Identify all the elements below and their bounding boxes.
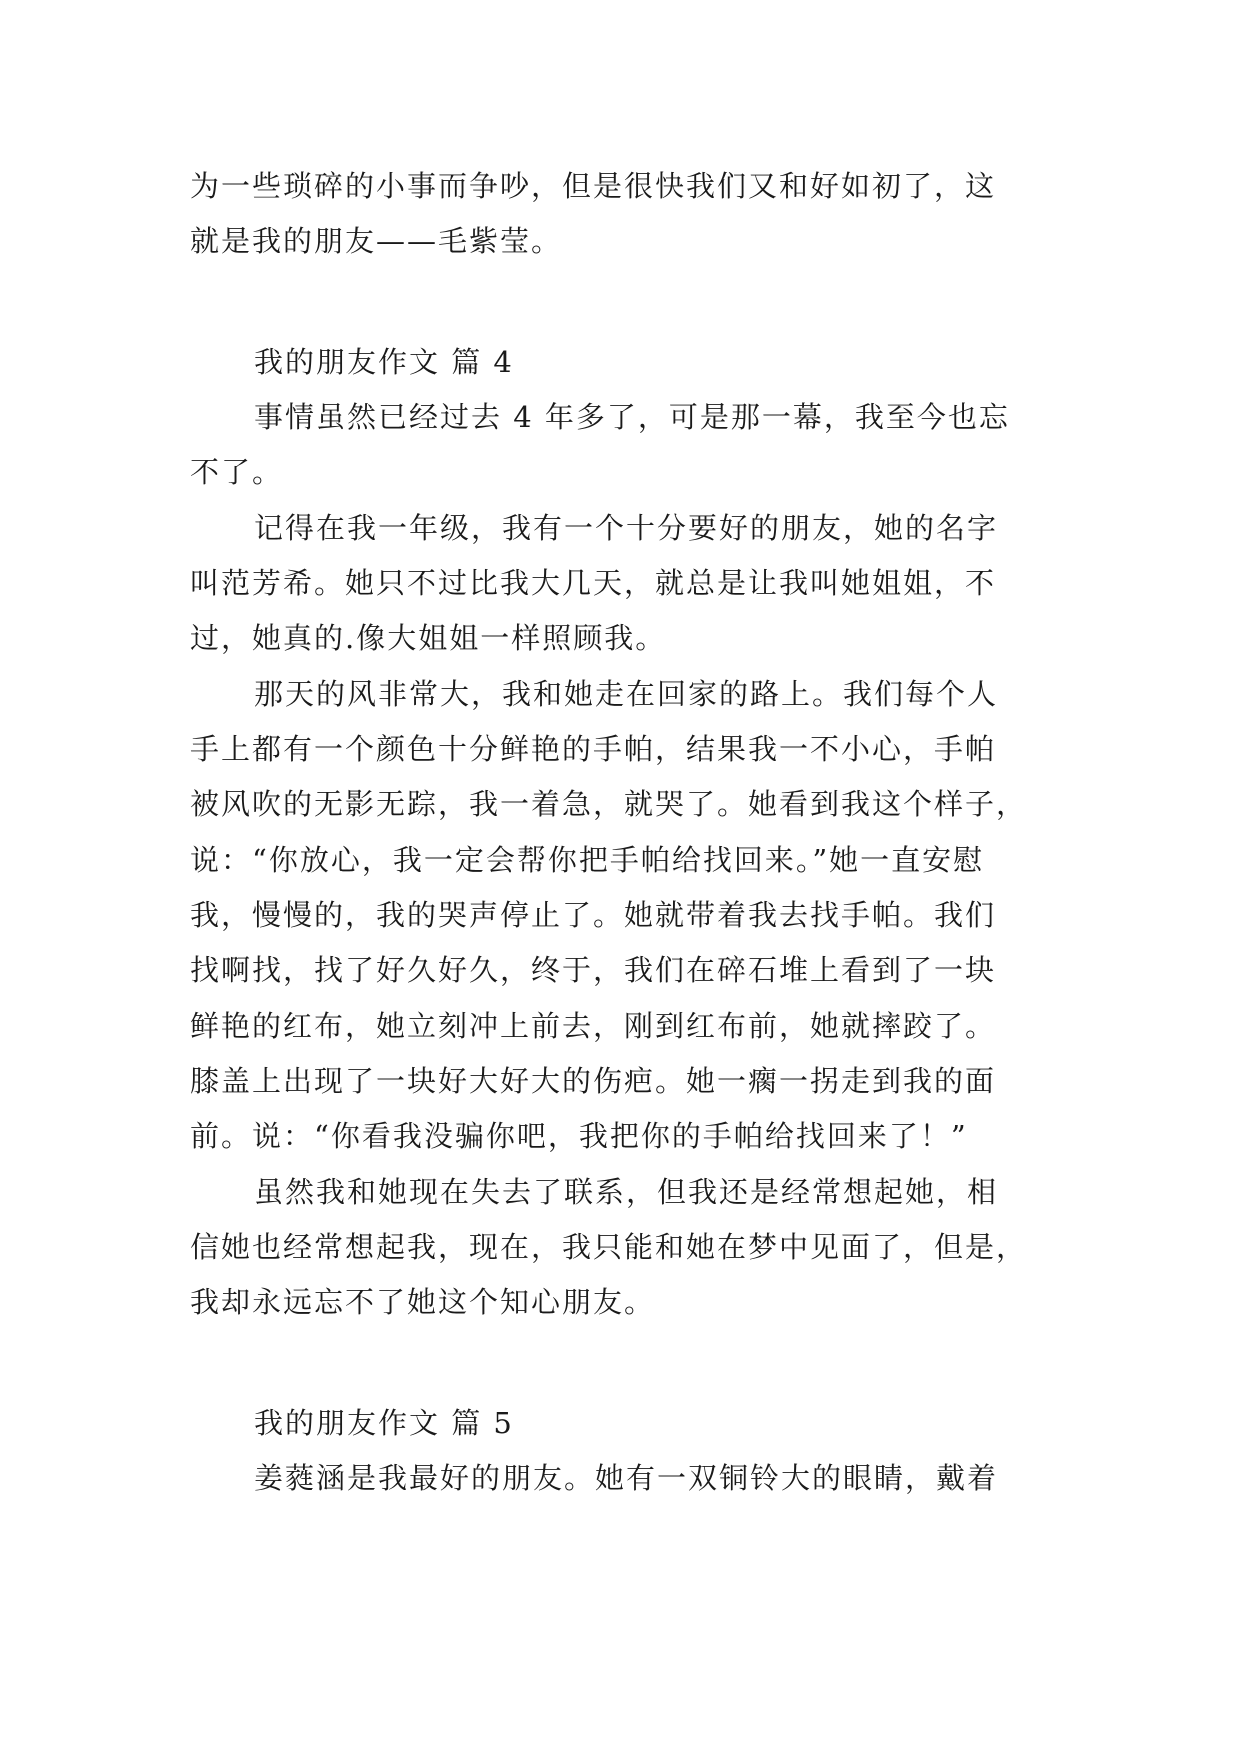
- paragraph-line: 鲜艳的红布，她立刻冲上前去，刚到红布前，她就摔跤了。: [190, 1009, 997, 1043]
- paragraph-line: 被风吹的无影无踪，我一着急，就哭了。她看到我这个样子，: [190, 787, 1028, 821]
- paragraph-line: 事情虽然已经过去 4 年多了，可是那一幕，我至今也忘: [254, 400, 1010, 434]
- section-heading: 我的朋友作文 篇 4: [254, 345, 514, 379]
- paragraph-line: 信她也经常想起我，现在，我只能和她在梦中见面了，但是，: [190, 1230, 1028, 1264]
- paragraph-line: 找啊找，找了好久好久，终于，我们在碎石堆上看到了一块: [190, 953, 997, 987]
- paragraph-line: 膝盖上出现了一块好大好大的伤疤。她一瘸一拐走到我的面: [190, 1064, 997, 1098]
- paragraph-line: 不了。: [190, 455, 284, 489]
- paragraph-line: 记得在我一年级，我有一个十分要好的朋友，她的名字: [254, 511, 999, 545]
- paragraph-line: 那天的风非常大，我和她走在回家的路上。我们每个人: [254, 677, 999, 711]
- paragraph-line: 说：“你放心，我一定会帮你把手帕给找回来。”她一直安慰: [190, 843, 985, 877]
- paragraph-line: 为一些琐碎的小事而争吵，但是很快我们又和好如初了，这: [190, 169, 997, 203]
- paragraph-line: 我，慢慢的，我的哭声停止了。她就带着我去找手帕。我们: [190, 898, 997, 932]
- paragraph-line: 就是我的朋友——毛紫莹。: [190, 224, 563, 258]
- paragraph-line: 虽然我和她现在失去了联系，但我还是经常想起她，相: [254, 1175, 999, 1209]
- paragraph-line: 前。说：“你看我没骗你吧，我把你的手帕给找回来了！”: [190, 1119, 968, 1153]
- paragraph-line: 叫范芳希。她只不过比我大几天，就总是让我叫她姐姐，不: [190, 566, 997, 600]
- paragraph-line: 手上都有一个颜色十分鲜艳的手帕，结果我一不小心，手帕: [190, 732, 997, 766]
- paragraph-line: 姜蕤涵是我最好的朋友。她有一双铜铃大的眼睛，戴着: [254, 1461, 999, 1495]
- paragraph-line: 过，她真的.像大姐姐一样照顾我。: [190, 621, 667, 655]
- section-heading: 我的朋友作文 篇 5: [254, 1406, 514, 1440]
- paragraph-line: 我却永远忘不了她这个知心朋友。: [190, 1285, 656, 1319]
